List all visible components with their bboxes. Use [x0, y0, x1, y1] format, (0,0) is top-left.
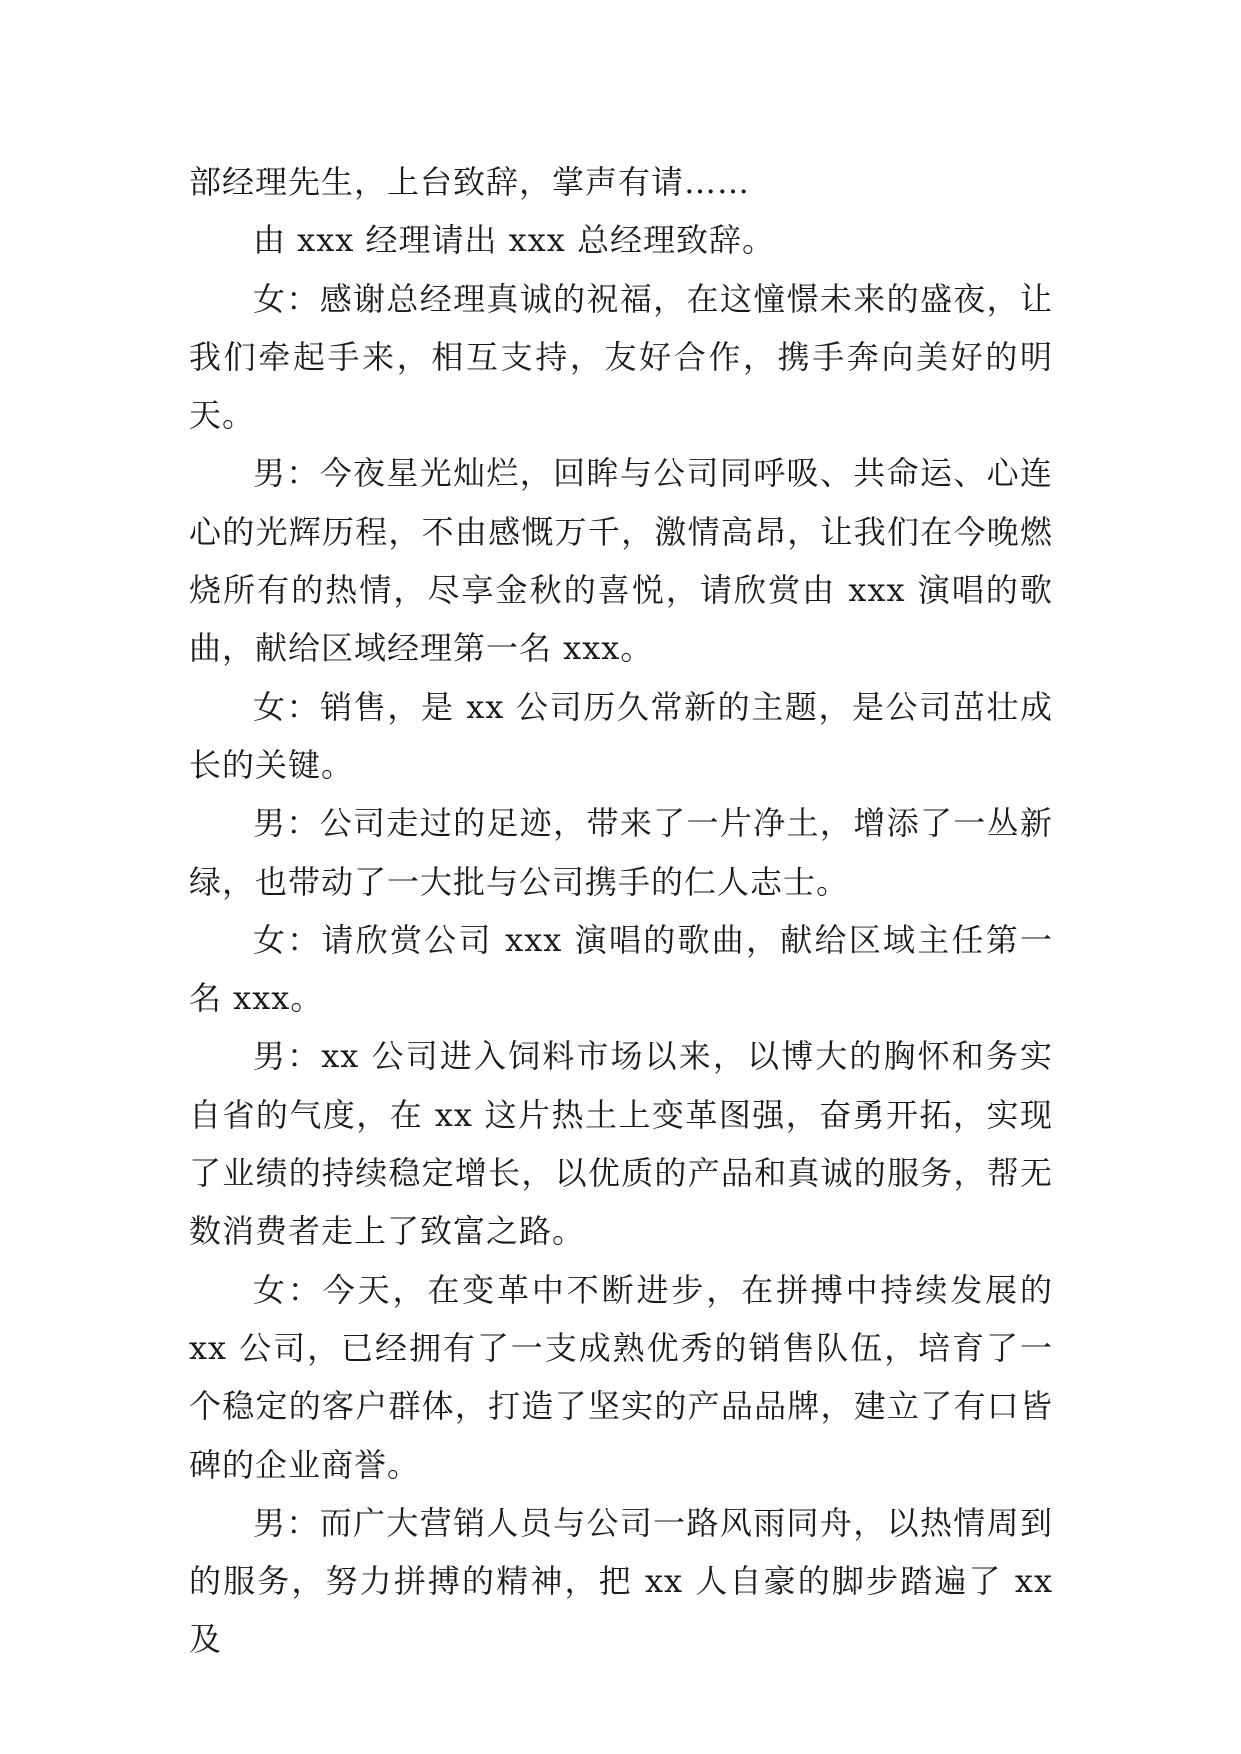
paragraph-1: 部经理先生，上台致辞，掌声有请…… — [189, 163, 751, 201]
paragraph-10: 男：而广大营销人员与公司一路风雨同舟，以热情周到的服务，努力拼搏的精神，把 xx 人自豪的脚步踏遍了 xx 及 — [189, 1503, 1053, 1659]
paragraph-8: 男：xx 公司进入饲料市场以来，以博大的胸怀和务实自省的气度，在 xx 这片热土上变革图强，奋勇开拓，实现了业绩的持续稳定增长，以优质的产品和真诚的服务，帮无数消费者走上了致富之路。 — [189, 1037, 1053, 1251]
paragraph-9: 女：今天，在变革中不断进步，在拼搏中持续发展的 xx 公司，已经拥有了一支成熟优秀的销售队伍，培育了一个稳定的客户群体，打造了坚实的产品品牌，建立了有口皆碑的企业商誉。 — [189, 1270, 1053, 1484]
paragraph-6: 男：公司走过的足迹，带来了一片净土，增添了一丛新绿，也带动了一大批与公司携手的仁人志士。 — [189, 804, 1053, 901]
paragraph-3: 女：感谢总经理真诚的祝福，在这憧憬未来的盛夜，让我们牵起手来，相互支持，友好合作，携手奔向美好的明天。 — [189, 279, 1053, 435]
document-body — [189, 153, 1053, 1669]
paragraph-2: 由 xxx 经理请出 xxx 总经理致辞。 — [253, 221, 775, 260]
paragraph-4: 男：今夜星光灿烂，回眸与公司同呼吸、共命运、心连心的光辉历程，不由感慨万千，激情高昂，让我们在今晚燃烧所有的热情，尽享金秋的喜悦，请欣赏由 xxx 演唱的歌曲，献给区域经理第一名 xxx。 — [189, 454, 1053, 668]
paragraph-7: 女：请欣赏公司 xxx 演唱的歌曲，献给区域主任第一名 xxx。 — [189, 920, 1053, 1018]
paragraph-5: 女：销售，是 xx 公司历久常新的主题，是公司茁壮成长的关键。 — [189, 687, 1053, 784]
